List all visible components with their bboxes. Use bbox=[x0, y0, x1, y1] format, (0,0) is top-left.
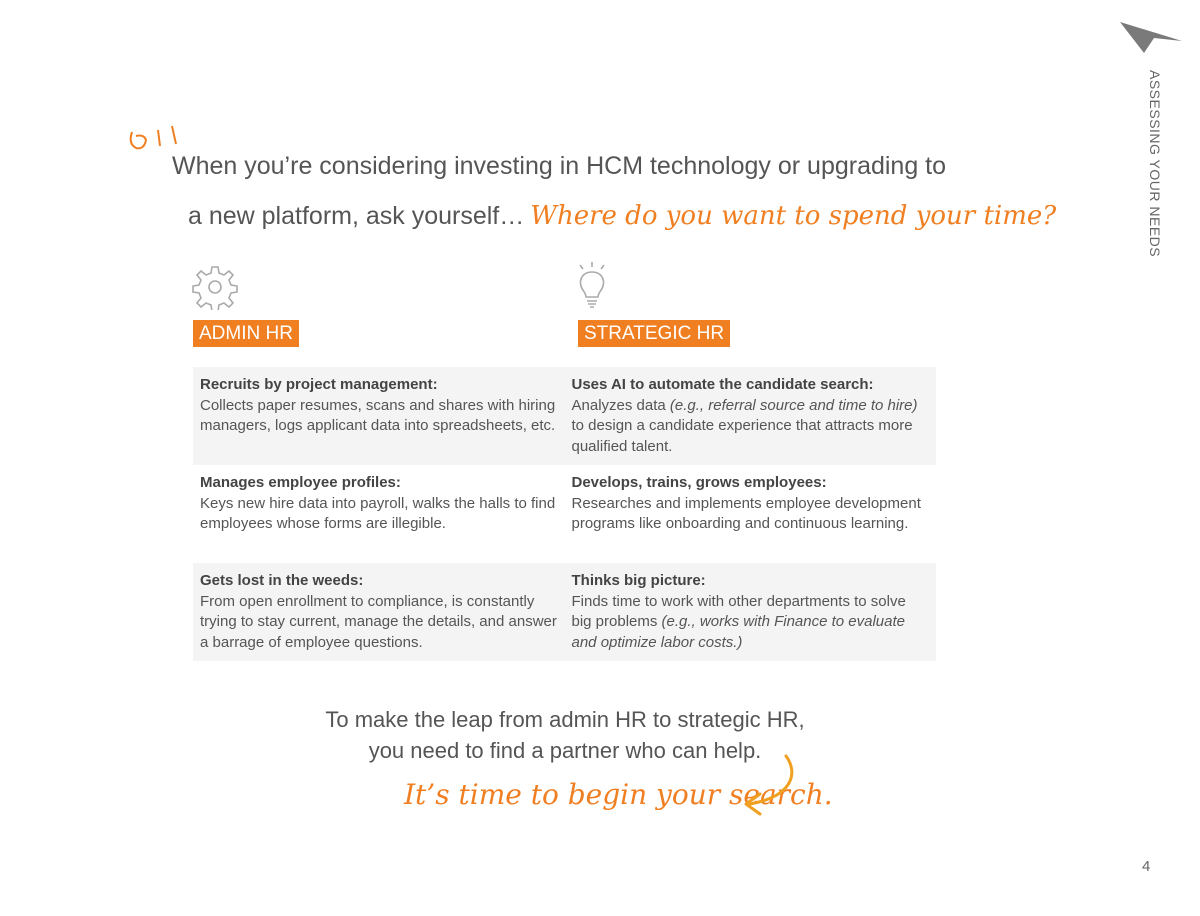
table-row bbox=[193, 367, 936, 465]
cell-body: Finds time to work with other departments to solve big problems bbox=[571, 592, 906, 630]
cell-body: Researches and implements employee development programs like onboarding and continuous learning. bbox=[571, 494, 921, 532]
cell-heading: Uses AI to automate the candidate search: bbox=[571, 376, 874, 393]
cell-heading: Thinks big picture: bbox=[571, 572, 706, 589]
strategic-cell bbox=[565, 367, 937, 465]
table-row bbox=[193, 563, 936, 661]
outro-line-1: To make the leap from admin HR to strategic HR, bbox=[325, 707, 805, 732]
gear-icon bbox=[192, 264, 238, 310]
strategic-cell bbox=[565, 563, 937, 661]
admin-cell bbox=[193, 563, 565, 661]
strategic-cell bbox=[565, 465, 937, 563]
intro-line-2-text: a new platform, ask yourself… bbox=[188, 202, 525, 230]
section-side-title: ASSESSING YOUR NEEDS bbox=[1147, 70, 1163, 258]
cell-body-post: to design a candidate experience that attracts more qualified talent. bbox=[571, 417, 913, 455]
admin-cell bbox=[193, 367, 565, 465]
comparison-table bbox=[193, 367, 936, 661]
table-row bbox=[193, 465, 936, 563]
outro-script-callout: It’s time to begin your search. bbox=[404, 778, 833, 811]
cell-body: Keys new hire data into payroll, walks the halls to find employees whose forms are illegible. bbox=[200, 494, 556, 532]
admin-hr-label: ADMIN HR bbox=[193, 320, 299, 347]
cell-body: Collects paper resumes, scans and shares with hiring managers, logs applicant data into spreadsheets, etc. bbox=[200, 396, 556, 434]
cell-body: Analyzes data bbox=[571, 396, 670, 414]
intro-line-1: When you’re considering investing in HCM technology or upgrading to bbox=[172, 152, 947, 180]
cell-body: From open enrollment to compliance, is constantly trying to stay current, manage the details, and answer a barrage of employee questions. bbox=[200, 592, 557, 651]
curved-arrow-icon bbox=[738, 752, 800, 822]
cell-body-italic: (e.g., referral source and time to hire) bbox=[669, 396, 918, 414]
page-number: 4 bbox=[1142, 858, 1151, 875]
logo-arrow-icon bbox=[1120, 22, 1182, 54]
lightbulb-icon bbox=[574, 260, 610, 310]
admin-cell bbox=[193, 465, 565, 563]
cell-heading: Gets lost in the weeds: bbox=[200, 572, 364, 589]
cell-body-italic: (e.g., works with Finance to evaluate and optimize labor costs.) bbox=[571, 613, 905, 651]
intro-line-2 bbox=[188, 201, 1056, 231]
outro-line-2: you need to find a partner who can help. bbox=[368, 738, 762, 763]
cell-heading: Develops, trains, grows employees: bbox=[571, 474, 827, 491]
intro-script-question: Where do you want to spend your time? bbox=[530, 201, 1057, 231]
cell-heading: Manages employee profiles: bbox=[200, 474, 401, 491]
strategic-hr-label: STRATEGIC HR bbox=[578, 320, 730, 347]
cell-heading: Recruits by project management: bbox=[200, 376, 438, 393]
